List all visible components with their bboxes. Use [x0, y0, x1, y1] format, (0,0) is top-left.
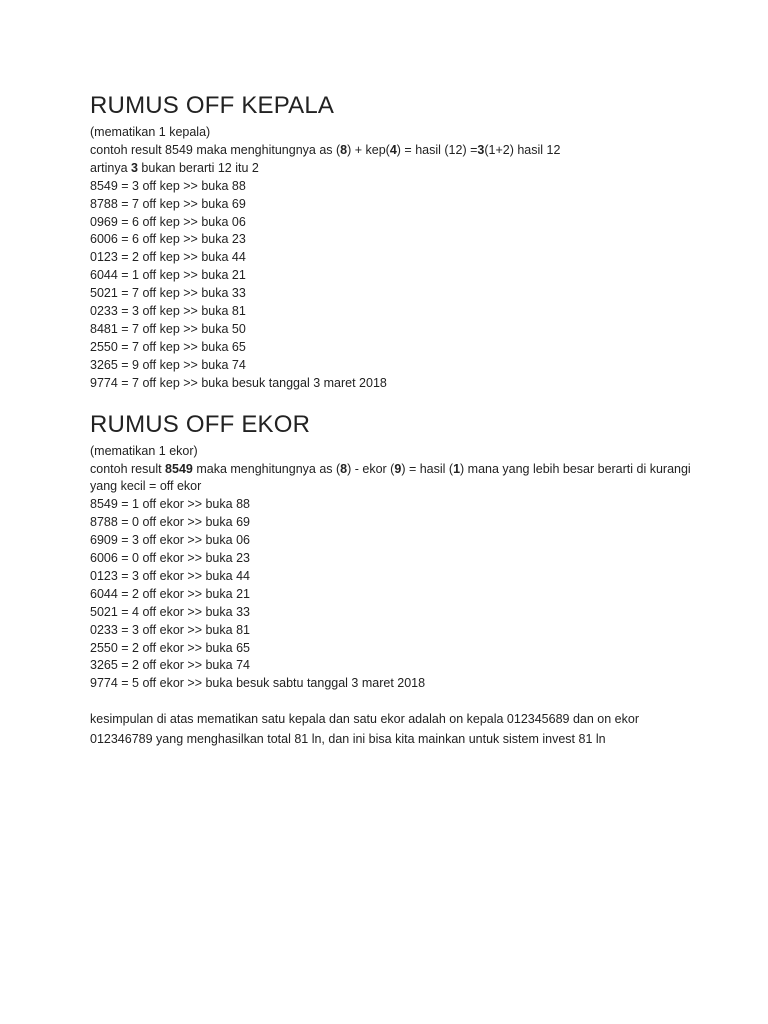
document-content: [90, 88, 700, 749]
ekor-row: 6044 = 2 off ekor >> buka 21: [90, 586, 250, 601]
conclusion-paragraph: kesimpulan di atas mematikan satu kepala dan satu ekor adalah on kepala 012345689 dan on ekor 012346789 yang menghasilkan total 81 ln, dan ini bisa kita mainkan untuk sistem invest 81 ln: [90, 712, 639, 746]
kepala-row: 0123 = 2 off kep >> buka 44: [90, 250, 246, 265]
subtitle-kepala: (mematikan 1 kepala): [90, 125, 211, 139]
ekor-row: 5021 = 4 off ekor >> buka 33: [90, 604, 250, 619]
kepala-row: 5021 = 7 off kep >> buka 33: [90, 286, 246, 301]
example-kepala-bold-2: 4: [389, 142, 397, 157]
example-kepala-text-3: ) = hasil (12) =: [396, 142, 478, 157]
ekor-row: 6909 = 3 off ekor >> buka 06: [90, 533, 250, 548]
section-title-off-ekor: RUMUS OFF EKOR: [90, 410, 311, 438]
section-title-off-kepala: RUMUS OFF KEPALA: [90, 92, 335, 119]
example-ekor-bold-4: 1: [453, 461, 461, 476]
meaning-kepala: [90, 160, 700, 178]
example-kepala-bold-1: 8: [340, 142, 348, 157]
example-ekor-text-2: maka menghitungnya as (: [192, 461, 341, 476]
example-ekor-text-1: contoh result: [90, 461, 166, 476]
example-kepala-text-2: ) + kep(: [347, 142, 390, 157]
example-kepala-text-4: (1+2) hasil 12: [484, 142, 561, 157]
ekor-row: 0233 = 3 off ekor >> buka 81: [90, 622, 250, 637]
example-ekor-bold-3: 9: [394, 461, 402, 476]
ekor-row: 8549 = 1 off ekor >> buka 88: [90, 497, 250, 512]
example-ekor: [90, 461, 700, 497]
kepala-row: 2550 = 7 off kep >> buka 65: [90, 339, 246, 354]
kepala-row: 6044 = 1 off kep >> buka 21: [90, 268, 246, 283]
example-ekor-text-5: ) mana yang lebih besar berarti di kurangi yang kecil = off ekor: [90, 461, 691, 494]
kepala-row: 3265 = 9 off kep >> buka 74: [90, 357, 246, 372]
ekor-row: 3265 = 2 off ekor >> buka 74: [90, 658, 250, 673]
example-kepala-bold-3: 3: [477, 142, 485, 157]
ekor-row: 8788 = 0 off ekor >> buka 69: [90, 515, 250, 530]
kepala-row: 8549 = 3 off kep >> buka 88: [90, 178, 246, 193]
example-ekor-text-4: ) = hasil (: [401, 461, 454, 476]
meaning-kepala-text-2: bukan berarti 12 itu 2: [137, 160, 259, 175]
example-ekor-bold-2: 8: [340, 461, 348, 476]
kepala-row: 0969 = 6 off kep >> buka 06: [90, 214, 246, 229]
meaning-kepala-bold-1: 3: [131, 160, 138, 175]
kepala-row: 9774 = 7 off kep >> buka besuk tanggal 3 maret 2018: [90, 375, 387, 390]
ekor-row: 9774 = 5 off ekor >> buka besuk sabtu tanggal 3 maret 2018: [90, 676, 426, 691]
subtitle-ekor: (mematikan 1 ekor): [90, 443, 198, 458]
meaning-kepala-text-1: artinya: [90, 160, 131, 175]
example-kepala: [90, 142, 700, 160]
example-kepala-text-1: contoh result 8549 maka menghitungnya as (: [90, 142, 341, 157]
kepala-row: 0233 = 3 off kep >> buka 81: [90, 304, 246, 319]
example-ekor-text-3: ) - ekor (: [347, 461, 395, 476]
ekor-row: 2550 = 2 off ekor >> buka 65: [90, 640, 250, 655]
ekor-row: 6006 = 0 off ekor >> buka 23: [90, 551, 250, 566]
example-ekor-bold-1: 8549: [165, 461, 193, 476]
kepala-row: 6006 = 6 off kep >> buka 23: [90, 232, 246, 247]
kepala-row: 8481 = 7 off kep >> buka 50: [90, 321, 246, 336]
kepala-row: 8788 = 7 off kep >> buka 69: [90, 196, 246, 211]
ekor-row: 0123 = 3 off ekor >> buka 44: [90, 568, 250, 583]
